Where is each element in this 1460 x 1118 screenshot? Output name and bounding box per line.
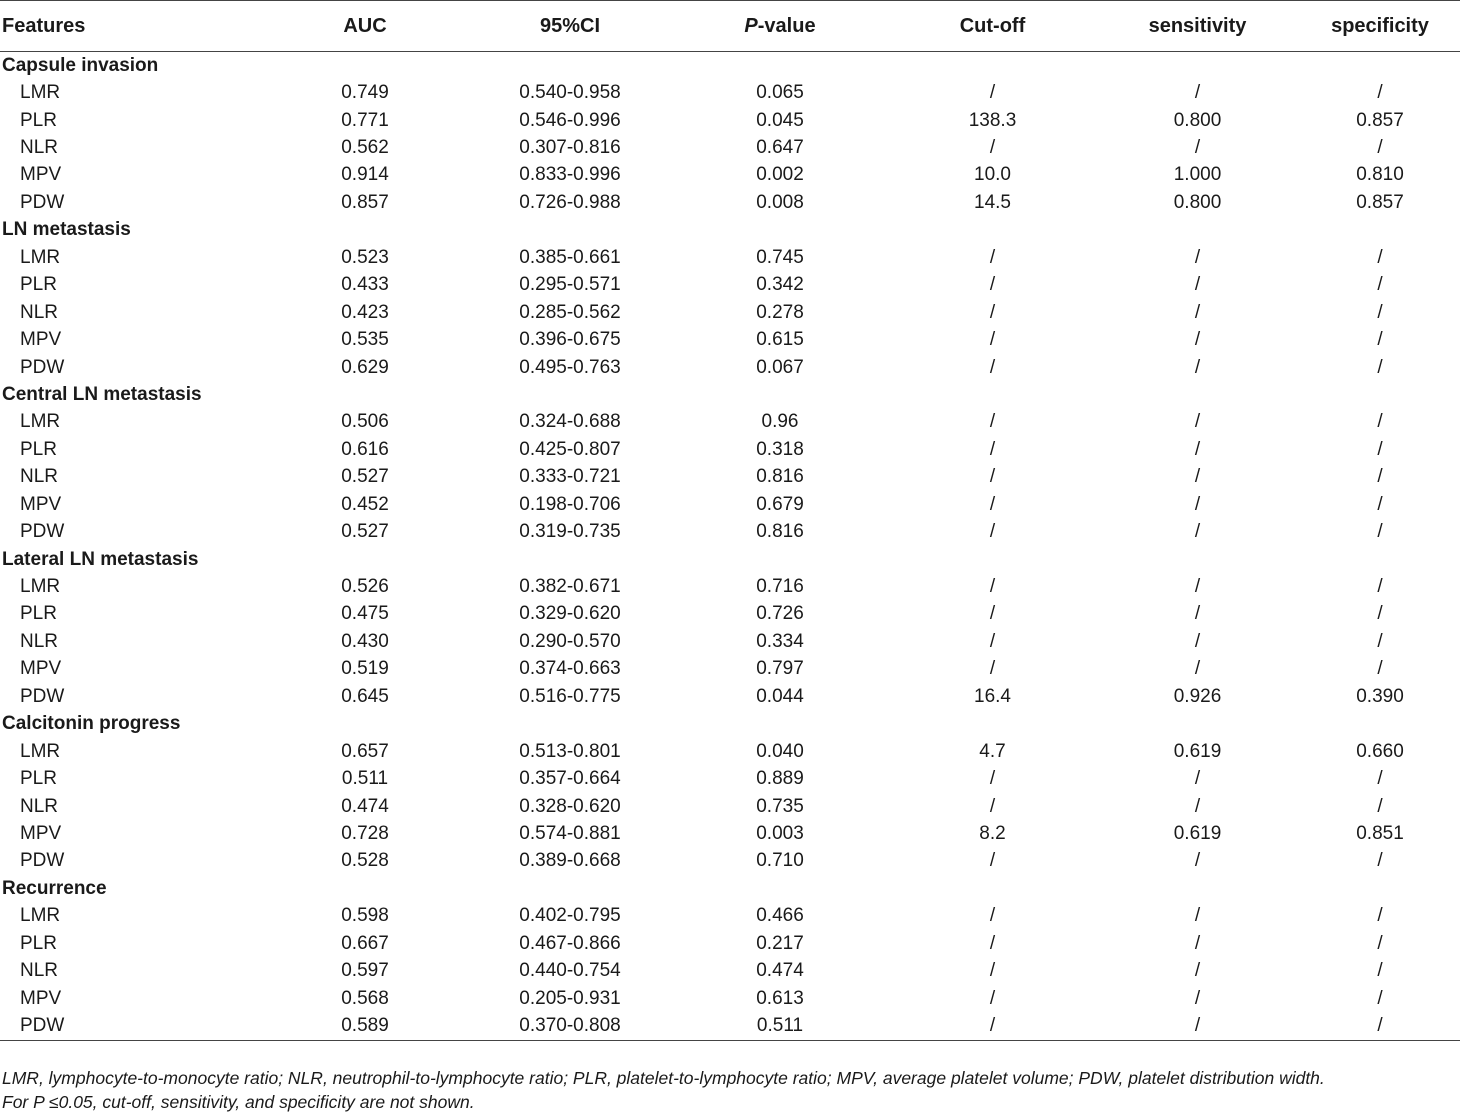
sensitivity-cell: 0.800 bbox=[1173, 109, 1222, 131]
specificity-cell: / bbox=[1377, 493, 1383, 515]
feature-cell: LMR bbox=[20, 82, 61, 104]
auc-cell: 0.749 bbox=[341, 82, 389, 104]
specificity-cell: / bbox=[1377, 246, 1383, 268]
feature-cell: LMR bbox=[20, 576, 61, 598]
feature-cell: PLR bbox=[20, 768, 57, 790]
ci-cell: 0.333-0.721 bbox=[519, 466, 621, 488]
pvalue-cell: 0.816 bbox=[756, 521, 804, 543]
feature-cell: MPV bbox=[20, 493, 62, 515]
pvalue-cell: 0.067 bbox=[756, 356, 804, 378]
group-header-row bbox=[0, 217, 1460, 244]
feature-cell: NLR bbox=[20, 466, 59, 488]
table-row bbox=[0, 1012, 1460, 1040]
cutoff-cell: / bbox=[989, 356, 996, 378]
specificity-cell: 0.857 bbox=[1356, 109, 1404, 131]
sensitivity-cell: 0.619 bbox=[1173, 740, 1222, 762]
table-row bbox=[0, 930, 1460, 957]
auc-cell: 0.527 bbox=[341, 521, 389, 543]
pvalue-cell: 0.008 bbox=[756, 191, 804, 213]
feature-cell: MPV bbox=[20, 658, 62, 680]
specificity-cell: / bbox=[1377, 576, 1383, 598]
sensitivity-cell: 0.619 bbox=[1173, 822, 1222, 844]
pvalue-cell: 0.040 bbox=[756, 740, 804, 762]
group-header-row bbox=[0, 52, 1460, 80]
feature-cell: PLR bbox=[20, 438, 57, 460]
auc-cell: 0.433 bbox=[341, 274, 389, 296]
auc-cell: 0.589 bbox=[260, 1012, 470, 1040]
header-auc: AUC bbox=[260, 1, 470, 52]
table-row bbox=[0, 848, 1460, 875]
pvalue-cell: 0.217 bbox=[756, 932, 804, 954]
ci-cell: 0.540-0.958 bbox=[519, 82, 621, 104]
table-row bbox=[0, 326, 1460, 353]
pvalue-cell: 0.342 bbox=[756, 274, 804, 296]
cutoff-cell: / bbox=[989, 466, 996, 488]
cutoff-cell: / bbox=[989, 82, 996, 104]
sensitivity-cell: / bbox=[1194, 603, 1201, 625]
specificity-cell: 0.390 bbox=[1356, 685, 1404, 707]
specificity-cell: / bbox=[1377, 630, 1383, 652]
table-row bbox=[0, 683, 1460, 710]
sensitivity-cell: / bbox=[1194, 301, 1201, 323]
feature-cell: LMR bbox=[20, 411, 61, 433]
sensitivity-cell: / bbox=[1194, 329, 1201, 351]
cutoff-cell: 16.4 bbox=[974, 685, 1011, 707]
group-header-row bbox=[0, 875, 1460, 902]
table-row bbox=[0, 957, 1460, 984]
cutoff-cell: / bbox=[989, 576, 996, 598]
auc-cell: 0.597 bbox=[341, 960, 389, 982]
sensitivity-cell: / bbox=[1194, 466, 1201, 488]
ci-cell: 0.198-0.706 bbox=[519, 493, 621, 515]
ci-cell: 0.402-0.795 bbox=[519, 905, 621, 927]
specificity-cell: / bbox=[1377, 795, 1383, 817]
pvalue-cell: 0.745 bbox=[756, 246, 804, 268]
cutoff-cell: / bbox=[989, 274, 996, 296]
auc-cell: 0.528 bbox=[341, 850, 389, 872]
auc-cell: 0.526 bbox=[341, 576, 389, 598]
auc-cell: 0.475 bbox=[341, 603, 389, 625]
specificity-cell: / bbox=[1377, 768, 1383, 790]
group-title: LN metastasis bbox=[2, 219, 131, 241]
table-row bbox=[0, 738, 1460, 765]
pvalue-cell: 0.615 bbox=[756, 329, 804, 351]
pvalue-cell: 0.710 bbox=[756, 850, 804, 872]
pvalue-cell: 0.735 bbox=[756, 795, 804, 817]
group-header-row bbox=[0, 546, 1460, 573]
header-specificity: specificity bbox=[1300, 1, 1460, 52]
cutoff-cell: / bbox=[989, 960, 996, 982]
footnotes bbox=[2, 1066, 1325, 1114]
group-title: Lateral LN metastasis bbox=[2, 548, 199, 570]
pvalue-cell: 0.002 bbox=[756, 164, 804, 186]
cutoff-cell: / bbox=[989, 411, 996, 433]
ci-cell: 0.328-0.620 bbox=[519, 795, 621, 817]
auc-cell: 0.914 bbox=[341, 164, 389, 186]
feature-cell: NLR bbox=[20, 301, 59, 323]
table-row bbox=[0, 244, 1460, 271]
pvalue-cell: 0.334 bbox=[756, 630, 804, 652]
specificity-cell: 0.810 bbox=[1356, 164, 1404, 186]
auc-cell: 0.616 bbox=[341, 438, 389, 460]
ci-cell: 0.382-0.671 bbox=[519, 576, 621, 598]
cutoff-cell: / bbox=[989, 438, 996, 460]
cutoff-cell: / bbox=[989, 521, 996, 543]
table-row bbox=[0, 573, 1460, 600]
auc-cell: 0.519 bbox=[341, 658, 389, 680]
feature-cell: LMR bbox=[20, 905, 61, 927]
feature-cell: PDW bbox=[20, 191, 65, 213]
cutoff-cell: / bbox=[989, 905, 996, 927]
specificity-cell: 0.851 bbox=[1356, 822, 1404, 844]
pvalue-cell: 0.797 bbox=[756, 658, 804, 680]
ci-cell: 0.495-0.763 bbox=[519, 356, 621, 378]
specificity-cell: / bbox=[1377, 850, 1383, 872]
ci-cell: 0.516-0.775 bbox=[519, 685, 621, 707]
feature-cell: MPV bbox=[20, 822, 62, 844]
auc-cell: 0.629 bbox=[341, 356, 389, 378]
sensitivity-cell: / bbox=[1194, 905, 1201, 927]
table-row bbox=[0, 409, 1460, 436]
auc-cell: 0.452 bbox=[341, 493, 389, 515]
header-features: Features bbox=[0, 1, 260, 52]
auc-cell: 0.645 bbox=[341, 685, 389, 707]
pvalue-cell: 0.278 bbox=[756, 301, 804, 323]
ci-cell: 0.385-0.661 bbox=[519, 246, 621, 268]
sensitivity-cell: / bbox=[1194, 411, 1201, 433]
sensitivity-cell: 0.926 bbox=[1173, 685, 1222, 707]
table-row bbox=[0, 436, 1460, 463]
specificity-cell: / bbox=[1377, 466, 1383, 488]
auc-cell: 0.857 bbox=[341, 191, 389, 213]
auc-cell: 0.474 bbox=[341, 795, 389, 817]
sensitivity-cell: / bbox=[1095, 1012, 1300, 1040]
specificity-cell: / bbox=[1377, 411, 1383, 433]
table-row bbox=[0, 656, 1460, 683]
cutoff-cell: / bbox=[989, 246, 996, 268]
sensitivity-cell: / bbox=[1194, 521, 1201, 543]
group-title: Recurrence bbox=[2, 877, 107, 899]
feature-cell: PDW bbox=[20, 685, 65, 707]
ci-cell: 0.329-0.620 bbox=[519, 603, 621, 625]
sensitivity-cell: / bbox=[1194, 658, 1201, 680]
ci-cell: 0.307-0.816 bbox=[519, 137, 621, 159]
cutoff-cell: 14.5 bbox=[974, 191, 1011, 213]
group-title: Calcitonin progress bbox=[2, 713, 181, 735]
table-row bbox=[0, 491, 1460, 518]
pvalue-cell: 0.816 bbox=[756, 466, 804, 488]
sensitivity-cell: / bbox=[1194, 274, 1201, 296]
pvalue-cell: 0.003 bbox=[756, 822, 804, 844]
pvalue-cell: 0.318 bbox=[756, 438, 804, 460]
cutoff-cell: 10.0 bbox=[974, 164, 1011, 186]
sensitivity-cell: / bbox=[1194, 795, 1201, 817]
feature-cell: PLR bbox=[20, 274, 57, 296]
auc-cell: 0.430 bbox=[341, 630, 389, 652]
specificity-cell: / bbox=[1377, 438, 1383, 460]
cutoff-cell: / bbox=[989, 301, 996, 323]
auc-cell: 0.728 bbox=[341, 822, 389, 844]
specificity-cell: / bbox=[1377, 603, 1383, 625]
auc-cell: 0.667 bbox=[341, 932, 389, 954]
header-ci: 95%CI bbox=[470, 1, 670, 52]
footnote-abbreviations: LMR, lymphocyte-to-monocyte ratio; NLR, neutrophil-to-lymphocyte ratio; PLR, platelet-to-lymphocyte ratio; MPV, average platelet volume; PDW, platelet distribution width. bbox=[2, 1068, 1325, 1088]
footnote-note: For P ≤0.05, cut-off, sensitivity, and specificity are not shown. bbox=[2, 1092, 475, 1112]
specificity-cell: / bbox=[1377, 329, 1383, 351]
cutoff-cell: / bbox=[989, 137, 996, 159]
sensitivity-cell: / bbox=[1194, 932, 1201, 954]
cutoff-cell: 8.2 bbox=[979, 822, 1006, 844]
table-row bbox=[0, 820, 1460, 847]
ci-cell: 0.370-0.808 bbox=[470, 1012, 670, 1040]
table-row bbox=[0, 272, 1460, 299]
header-pvalue-rest: -value bbox=[757, 14, 816, 37]
ci-cell: 0.205-0.931 bbox=[519, 987, 621, 1009]
pvalue-cell: 0.613 bbox=[756, 987, 804, 1009]
ci-cell: 0.290-0.570 bbox=[519, 630, 621, 652]
table-row bbox=[0, 985, 1460, 1012]
table-row bbox=[0, 189, 1460, 216]
auc-cell: 0.527 bbox=[341, 466, 389, 488]
cutoff-cell: / bbox=[989, 493, 996, 515]
ci-cell: 0.389-0.668 bbox=[519, 850, 621, 872]
feature-cell: PLR bbox=[20, 932, 57, 954]
feature-cell: NLR bbox=[20, 795, 59, 817]
table-row bbox=[0, 793, 1460, 820]
pvalue-cell: 0.044 bbox=[756, 685, 804, 707]
auc-cell: 0.523 bbox=[341, 246, 389, 268]
group-header-row bbox=[0, 381, 1460, 408]
cutoff-cell: / bbox=[989, 630, 996, 652]
specificity-cell: / bbox=[1377, 987, 1383, 1009]
sensitivity-cell: / bbox=[1194, 356, 1201, 378]
table-row bbox=[0, 354, 1460, 381]
specificity-cell: / bbox=[1377, 960, 1383, 982]
sensitivity-cell: / bbox=[1194, 438, 1201, 460]
pvalue-cell: 0.511 bbox=[670, 1012, 890, 1040]
sensitivity-cell: / bbox=[1194, 960, 1201, 982]
ci-cell: 0.324-0.688 bbox=[519, 411, 621, 433]
ci-cell: 0.295-0.571 bbox=[519, 274, 621, 296]
auc-cell: 0.506 bbox=[341, 411, 389, 433]
feature-cell: PLR bbox=[20, 109, 57, 131]
pvalue-cell: 0.466 bbox=[756, 905, 804, 927]
specificity-cell: / bbox=[1377, 82, 1383, 104]
table-row bbox=[0, 765, 1460, 792]
header-sensitivity: sensitivity bbox=[1095, 1, 1300, 52]
header-pvalue bbox=[670, 1, 890, 52]
specificity-cell: / bbox=[1377, 356, 1383, 378]
cutoff-cell: / bbox=[989, 850, 996, 872]
group-header-row bbox=[0, 711, 1460, 738]
pvalue-cell: 0.647 bbox=[756, 137, 804, 159]
specificity-cell: 0.857 bbox=[1356, 191, 1404, 213]
feature-cell: NLR bbox=[20, 960, 59, 982]
feature-cell: PDW bbox=[20, 850, 65, 872]
specificity-cell: / bbox=[1377, 301, 1383, 323]
ci-cell: 0.285-0.562 bbox=[519, 301, 621, 323]
ci-cell: 0.467-0.866 bbox=[519, 932, 621, 954]
specificity-cell: / bbox=[1377, 137, 1383, 159]
specificity-cell: / bbox=[1377, 905, 1383, 927]
cutoff-cell: / bbox=[890, 1012, 1095, 1040]
cutoff-cell: / bbox=[989, 987, 996, 1009]
feature-cell: MPV bbox=[20, 329, 62, 351]
cutoff-cell: / bbox=[989, 329, 996, 351]
pvalue-cell: 0.96 bbox=[761, 411, 799, 433]
cutoff-cell: / bbox=[989, 795, 996, 817]
sensitivity-cell: / bbox=[1194, 768, 1201, 790]
auc-cell: 0.511 bbox=[341, 768, 389, 790]
table-row bbox=[0, 162, 1460, 189]
cutoff-cell: / bbox=[989, 603, 996, 625]
sensitivity-cell: / bbox=[1194, 82, 1201, 104]
feature-cell: PDW bbox=[20, 521, 65, 543]
feature-cell: PDW bbox=[20, 356, 65, 378]
pvalue-cell: 0.045 bbox=[756, 109, 804, 131]
cutoff-cell: / bbox=[989, 768, 996, 790]
header-row bbox=[0, 1, 1460, 52]
table-row bbox=[0, 464, 1460, 491]
table-row bbox=[0, 299, 1460, 326]
feature-cell: PDW bbox=[0, 1012, 260, 1040]
sensitivity-cell: / bbox=[1194, 246, 1201, 268]
table-row bbox=[0, 107, 1460, 134]
ci-cell: 0.726-0.988 bbox=[519, 191, 621, 213]
ci-cell: 0.546-0.996 bbox=[519, 109, 621, 131]
auc-cell: 0.562 bbox=[341, 137, 389, 159]
sensitivity-cell: / bbox=[1194, 630, 1201, 652]
feature-cell: LMR bbox=[20, 740, 61, 762]
auc-cell: 0.535 bbox=[341, 329, 389, 351]
pvalue-cell: 0.474 bbox=[756, 960, 804, 982]
auc-cell: 0.598 bbox=[341, 905, 389, 927]
auc-cell: 0.657 bbox=[341, 740, 389, 762]
auc-cell: 0.568 bbox=[341, 987, 389, 1009]
header-pvalue-p: P bbox=[744, 14, 758, 37]
sensitivity-cell: / bbox=[1194, 137, 1201, 159]
feature-cell: NLR bbox=[20, 630, 59, 652]
pvalue-cell: 0.716 bbox=[756, 576, 804, 598]
ci-cell: 0.374-0.663 bbox=[519, 658, 621, 680]
sensitivity-cell: / bbox=[1194, 493, 1201, 515]
ci-cell: 0.574-0.881 bbox=[519, 822, 621, 844]
table-row bbox=[0, 601, 1460, 628]
auc-cell: 0.423 bbox=[341, 301, 389, 323]
pvalue-cell: 0.726 bbox=[756, 603, 804, 625]
sensitivity-cell: / bbox=[1194, 576, 1201, 598]
feature-cell: MPV bbox=[20, 987, 62, 1009]
feature-cell: NLR bbox=[20, 137, 59, 159]
pvalue-cell: 0.679 bbox=[756, 493, 804, 515]
ci-cell: 0.425-0.807 bbox=[519, 438, 621, 460]
specificity-cell: / bbox=[1377, 658, 1383, 680]
header-cutoff: Cut-off bbox=[890, 1, 1095, 52]
group-title: Capsule invasion bbox=[2, 54, 159, 76]
sensitivity-cell: 0.800 bbox=[1173, 191, 1222, 213]
table-row bbox=[0, 518, 1460, 545]
ci-cell: 0.833-0.996 bbox=[519, 164, 621, 186]
sensitivity-cell: / bbox=[1194, 850, 1201, 872]
ci-cell: 0.319-0.735 bbox=[519, 521, 621, 543]
specificity-cell: / bbox=[1377, 521, 1383, 543]
ci-cell: 0.396-0.675 bbox=[519, 329, 621, 351]
feature-cell: LMR bbox=[20, 246, 61, 268]
table-row bbox=[0, 79, 1460, 106]
specificity-cell: / bbox=[1377, 274, 1383, 296]
table-row bbox=[0, 134, 1460, 161]
feature-cell: MPV bbox=[20, 164, 62, 186]
table-body bbox=[0, 52, 1460, 1041]
cutoff-cell: 138.3 bbox=[968, 109, 1017, 131]
cutoff-cell: / bbox=[989, 932, 996, 954]
sensitivity-cell: 1.000 bbox=[1173, 164, 1222, 186]
sensitivity-cell: / bbox=[1194, 987, 1201, 1009]
feature-cell: PLR bbox=[20, 603, 57, 625]
cutoff-cell: / bbox=[989, 658, 996, 680]
table-row bbox=[0, 628, 1460, 655]
ci-cell: 0.513-0.801 bbox=[519, 740, 621, 762]
ci-cell: 0.440-0.754 bbox=[519, 960, 621, 982]
auc-cell: 0.771 bbox=[341, 109, 389, 131]
cutoff-cell: 4.7 bbox=[979, 740, 1006, 762]
pvalue-cell: 0.065 bbox=[756, 82, 804, 104]
pvalue-cell: 0.889 bbox=[756, 768, 804, 790]
ci-cell: 0.357-0.664 bbox=[519, 768, 621, 790]
specificity-cell: / bbox=[1377, 932, 1383, 954]
specificity-cell: 0.660 bbox=[1356, 740, 1404, 762]
specificity-cell: / bbox=[1300, 1012, 1460, 1040]
table-row bbox=[0, 903, 1460, 930]
group-title: Central LN metastasis bbox=[2, 383, 202, 405]
